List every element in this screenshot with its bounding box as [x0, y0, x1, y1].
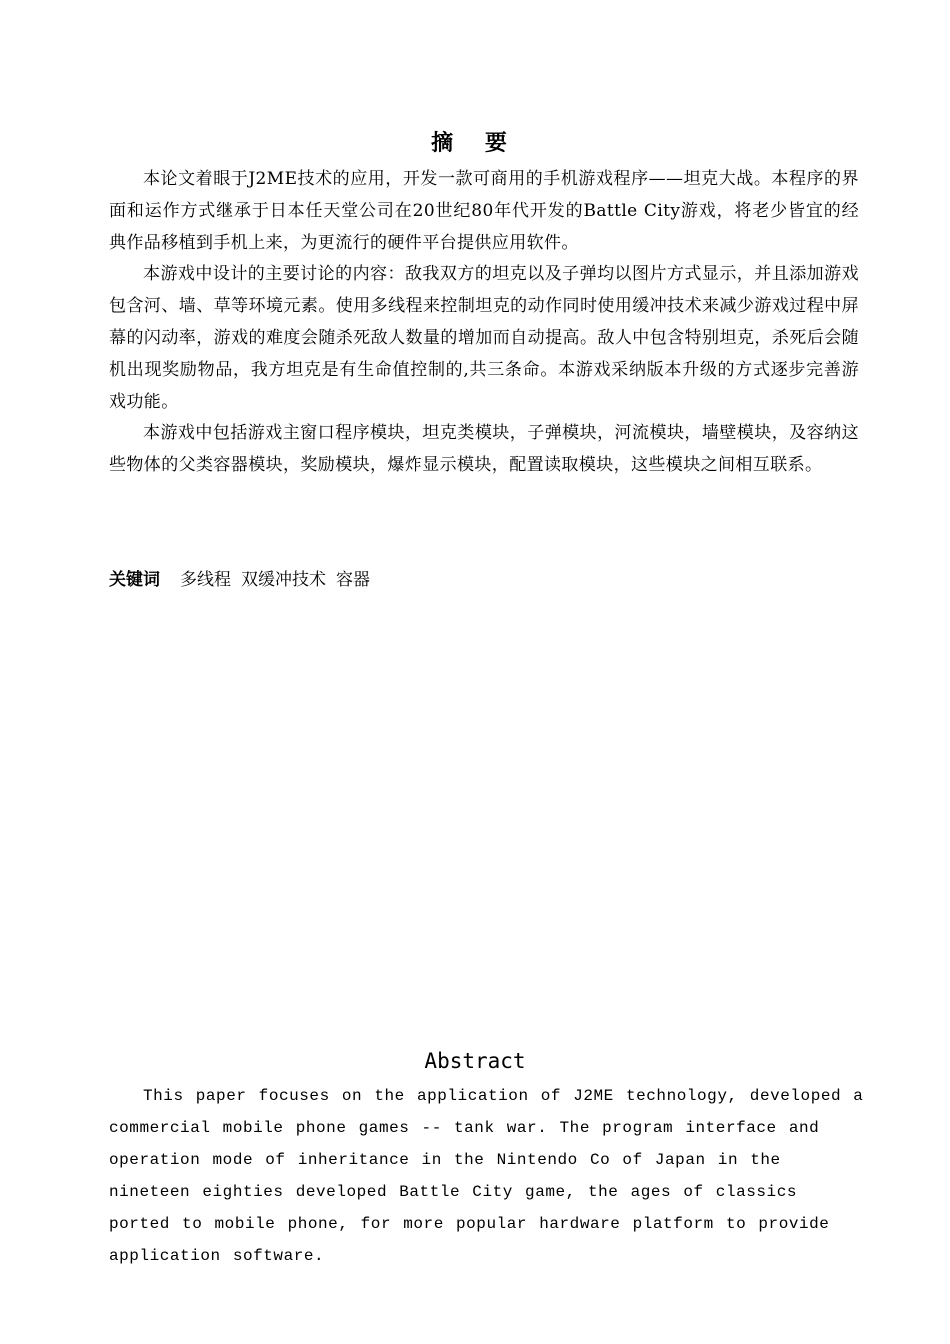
- keywords-line: [109, 566, 380, 594]
- keywords-label: 关键词: [109, 570, 160, 590]
- keyword-item: 容器: [336, 570, 370, 590]
- abstract-en-title: Abstract: [424, 1049, 526, 1073]
- abstract-cn-body: [109, 164, 859, 482]
- abstract-en-body: [109, 1080, 869, 1272]
- abstract-cn-paragraph: 本游戏中设计的主要讨论的内容：敌我双方的坦克以及子弹均以图片方式显示，并且添加游戏包含河、墙、草等环境元素。使用多线程来控制坦克的动作同时使用缓冲技术来减少游戏过程中屏幕的闪动率，游戏的难度会随杀死敌人数量的增加而自动提高。敌人中包含特别坦克，杀死后会随机出现奖励物品，我方坦克是有生命值控制的,共三条命。本游戏采纳版本升级的方式逐步完善游戏功能。: [109, 264, 859, 412]
- abstract-cn-paragraph: 本游戏中包括游戏主窗口程序模块，坦克类模块，子弹模块，河流模块，墙壁模块，及容纳这些物体的父类容器模块，奖励模块，爆炸显示模块，配置读取模块，这些模块之间相互联系。: [109, 423, 859, 476]
- abstract-cn-title: 摘 要: [431, 131, 519, 156]
- abstract-en-paragraph: This paper focuses on the application of J2ME technology, developed a commercial mobile phone games -- tank war. The program interface and operation mode of inheritance in the Nintendo Co of Japan in the nineteen eighties developed Battle City game, the ages of classics ported to mobile phone, for more popular hardware platform to provide application software.: [109, 1087, 864, 1265]
- keyword-item: 双缓冲技术: [241, 570, 326, 590]
- keyword-item: 多线程: [180, 570, 231, 590]
- abstract-cn-paragraph: 本论文着眼于J2ME技术的应用，开发一款可商用的手机游戏程序——坦克大战。本程序的界面和运作方式继承于日本任天堂公司在20世纪80年代开发的Battle City游戏，将老少皆宜的经典作品移植到手机上来，为更流行的硬件平台提供应用软件。: [109, 169, 859, 253]
